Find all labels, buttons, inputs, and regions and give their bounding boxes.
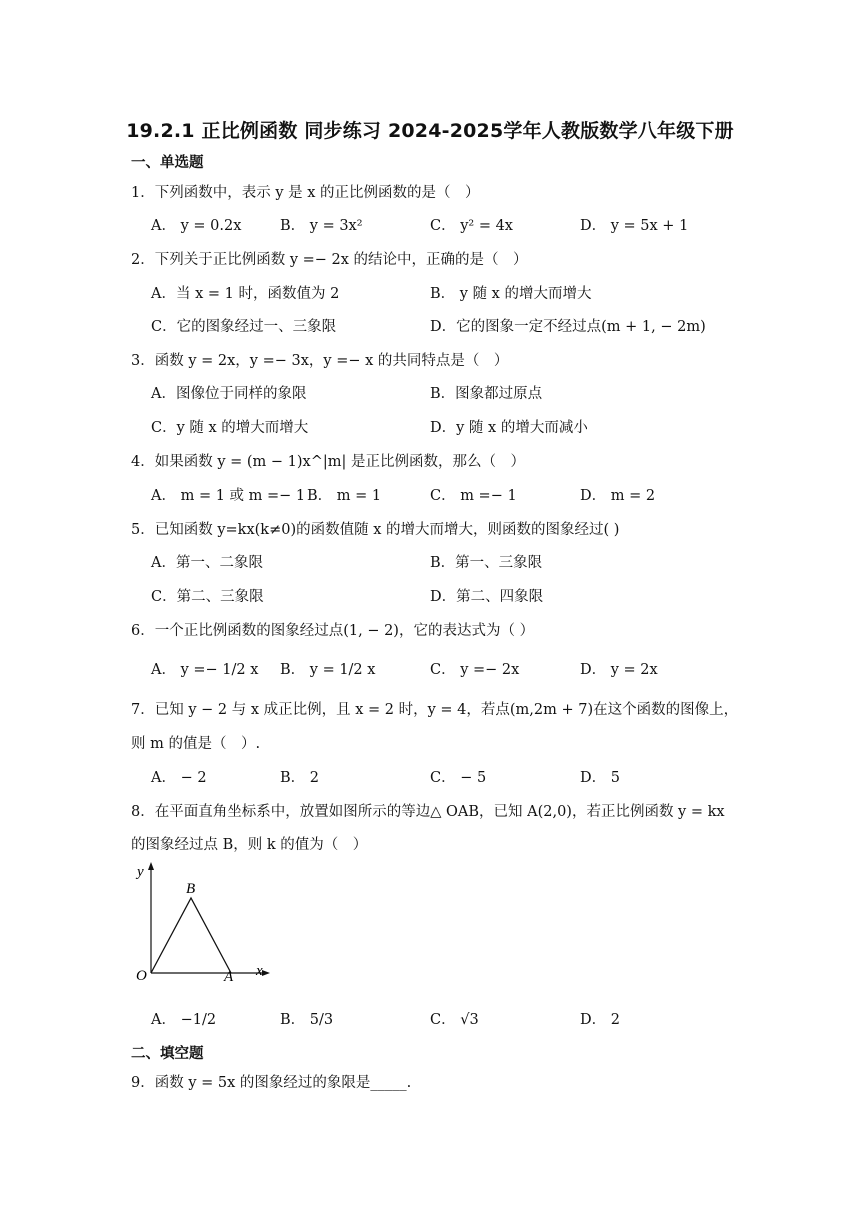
q3-option-b: B．图象都过原点 <box>430 386 543 402</box>
question-1: 1．下列函数中，表示 y 是 x 的正比例函数的是（ ） <box>131 185 480 201</box>
q2-option-b: B． y 随 x 的增大而增大 <box>430 286 592 302</box>
question-6: 6．一个正比例函数的图象经过点(1, − 2)，它的表达式为（ ） <box>131 623 535 639</box>
q1-option-b: B． y = 3x² <box>280 218 363 234</box>
q5-option-a: A．第一、二象限 <box>151 555 263 571</box>
q2-option-c: C．它的图象经过一、三象限 <box>151 319 337 335</box>
q2-option-d: D．它的图象一定不经过点(m + 1, − 2m) <box>430 319 706 335</box>
q6-option-d: D． y = 2x <box>580 662 658 678</box>
question-9: 9．函数 y = 5x 的图象经过的象限是_____. <box>131 1075 412 1091</box>
q4-option-c: C． m =− 1 <box>430 488 517 504</box>
x-axis-arrow <box>262 970 270 976</box>
question-7-line2: 则 m 的值是（ ）. <box>131 736 261 752</box>
q7-option-a: A． − 2 <box>151 770 207 786</box>
section-single-choice: 一、单选题 <box>131 155 204 171</box>
x-axis-label: x <box>256 963 263 979</box>
q3-option-d: D．y 随 x 的增大而减小 <box>430 420 588 436</box>
y-axis-label: y <box>137 864 144 880</box>
question-7: 7．已知 y − 2 与 x 成正比例，且 x = 2 时，y = 4，若点(m,2m + 7)在这个函数的图像上， <box>131 702 739 718</box>
origin-label: O <box>136 968 147 984</box>
triangle-oab <box>151 898 231 973</box>
q7-option-b: B． 2 <box>280 770 319 786</box>
q3-option-c: C．y 随 x 的增大而增大 <box>151 420 309 436</box>
q7-option-d: D． 5 <box>580 770 620 786</box>
q1-option-a: A． y = 0.2x <box>151 218 242 234</box>
question-3: 3．函数 y = 2x，y =− 3x，y =− x 的共同特点是（ ） <box>131 353 509 369</box>
question-8: 8．在平面直角坐标系中，放置如图所示的等边△ OAB，已知 A(2,0)，若正比例函数 y = kx <box>131 804 725 820</box>
q8-option-d: D． 2 <box>580 1012 620 1028</box>
q5-option-d: D．第二、四象限 <box>430 589 544 605</box>
q6-option-a: A． y =− 1/2 x <box>151 662 259 678</box>
q1-option-c: C． y² = 4x <box>430 218 513 234</box>
q6-option-b: B． y = 1/2 x <box>280 662 376 678</box>
point-b-label: B <box>186 881 196 897</box>
q8-option-a: A． −1/2 <box>151 1012 217 1028</box>
q3-option-a: A．图像位于同样的象限 <box>151 386 307 402</box>
y-axis-arrow <box>148 862 154 870</box>
q2-option-a: A．当 x = 1 时，函数值为 2 <box>151 286 340 302</box>
question-4: 4．如果函数 y = (m − 1)x^|m| 是正比例函数，那么（ ） <box>131 454 526 470</box>
section-fill-blank: 二、填空题 <box>131 1046 204 1062</box>
q1-option-d: D． y = 5x + 1 <box>580 218 689 234</box>
q6-option-c: C． y =− 2x <box>430 662 520 678</box>
question-5: 5．已知函数 y=kx(k≠0)的函数值随 x 的增大而增大，则函数的图象经过( ) <box>131 522 620 538</box>
q4-option-d: D． m = 2 <box>580 488 656 504</box>
page-title: 19.2.1 正比例函数 同步练习 2024-2025学年人教版数学八年级下册 <box>126 120 734 142</box>
question-8-line2: 的图象经过点 B，则 k 的值为（ ） <box>131 837 368 853</box>
q4-option-b: B． m = 1 <box>307 488 382 504</box>
point-a-label: A <box>224 969 234 985</box>
q7-option-c: C． − 5 <box>430 770 487 786</box>
q5-option-b: B．第一、三象限 <box>430 555 543 571</box>
q5-option-c: C．第二、三象限 <box>151 589 264 605</box>
q8-option-c: C． √3 <box>430 1012 479 1028</box>
q8-option-b: B． 5/3 <box>280 1012 334 1028</box>
question-2: 2．下列关于正比例函数 y =− 2x 的结论中，正确的是（ ） <box>131 252 528 268</box>
equilateral-triangle-figure <box>128 858 278 988</box>
q4-option-a: A． m = 1 或 m =− 1 <box>151 488 306 504</box>
